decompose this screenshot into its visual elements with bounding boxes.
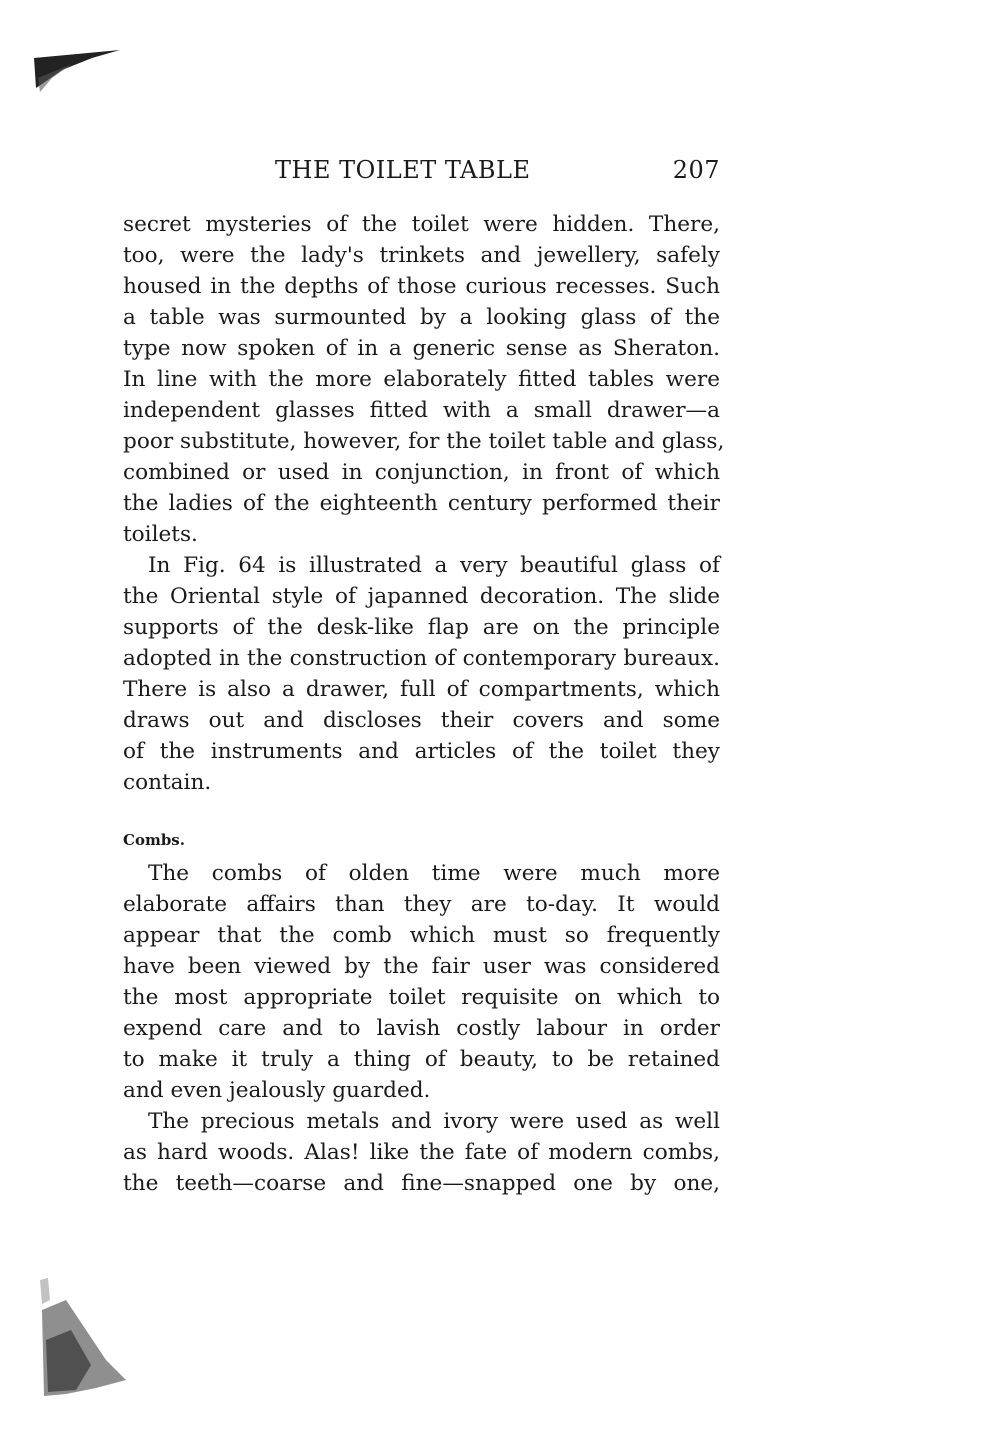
text-line: secret mysteries of the toilet were hidden. There, — [123, 212, 720, 237]
text-line: appear that the comb which must so frequently — [123, 923, 720, 948]
text-line: expend care and to lavish costly labour in order — [123, 1016, 720, 1041]
text-line: The combs of olden time were much more — [148, 861, 720, 886]
paragraph — [123, 1106, 720, 1199]
text-line: and even jealously guarded. — [123, 1078, 431, 1103]
scan-artifact-bottom — [36, 1270, 146, 1400]
text-line: the ladies of the eighteenth century performed their — [123, 491, 720, 516]
text-line: elaborate affairs than they are to-day. It would — [123, 892, 720, 917]
text-line: contain. — [123, 770, 212, 795]
text-line: independent glasses fitted with a small drawer—a — [123, 398, 720, 423]
text-line: a table was surmounted by a looking glass of the — [123, 305, 720, 330]
paragraph — [123, 550, 720, 798]
section-heading: Combs. — [123, 831, 185, 849]
text-line: the teeth—coarse and fine—snapped one by one, — [123, 1171, 720, 1196]
running-title: THE TOILET TABLE — [275, 156, 531, 184]
text-line: housed in the depths of those curious recesses. Such — [123, 274, 720, 299]
text-line: combined or used in conjunction, in front of which — [123, 460, 720, 485]
text-line: to make it truly a thing of beauty, to be retained — [123, 1047, 720, 1072]
text-line: toilets. — [123, 522, 198, 547]
text-line: The precious metals and ivory were used as well — [148, 1109, 720, 1134]
text-line: have been viewed by the fair user was considered — [123, 954, 720, 979]
text-line: draws out and discloses their covers and some — [123, 708, 720, 733]
text-line: supports of the desk-like flap are on the principle — [123, 615, 720, 640]
text-line: In line with the more elaborately fitted tables were — [123, 367, 720, 392]
text-line: as hard woods. Alas! like the fate of modern combs, — [123, 1140, 720, 1165]
page-number: 207 — [672, 156, 720, 184]
text-line: the most appropriate toilet requisite on which to — [123, 985, 720, 1010]
body-text — [123, 209, 725, 1199]
text-line: adopted in the construction of contemporary bureaux. — [123, 646, 720, 671]
text-line: of the instruments and articles of the toilet they — [123, 739, 720, 764]
text-line: too, were the lady's trinkets and jewellery, safely — [123, 243, 720, 268]
paragraph — [123, 858, 720, 1106]
text-line: the Oriental style of japanned decoration. The slide — [123, 584, 720, 609]
text-line: In Fig. 64 is illustrated a very beautiful glass of — [148, 553, 720, 578]
scan-artifact-top — [32, 48, 122, 98]
running-head — [123, 156, 720, 190]
paragraph — [123, 209, 725, 550]
text-line: type now spoken of in a generic sense as Sheraton. — [123, 336, 720, 361]
text-line: poor substitute, however, for the toilet table and glass, — [123, 429, 725, 454]
text-line: There is also a drawer, full of compartments, which — [123, 677, 720, 702]
